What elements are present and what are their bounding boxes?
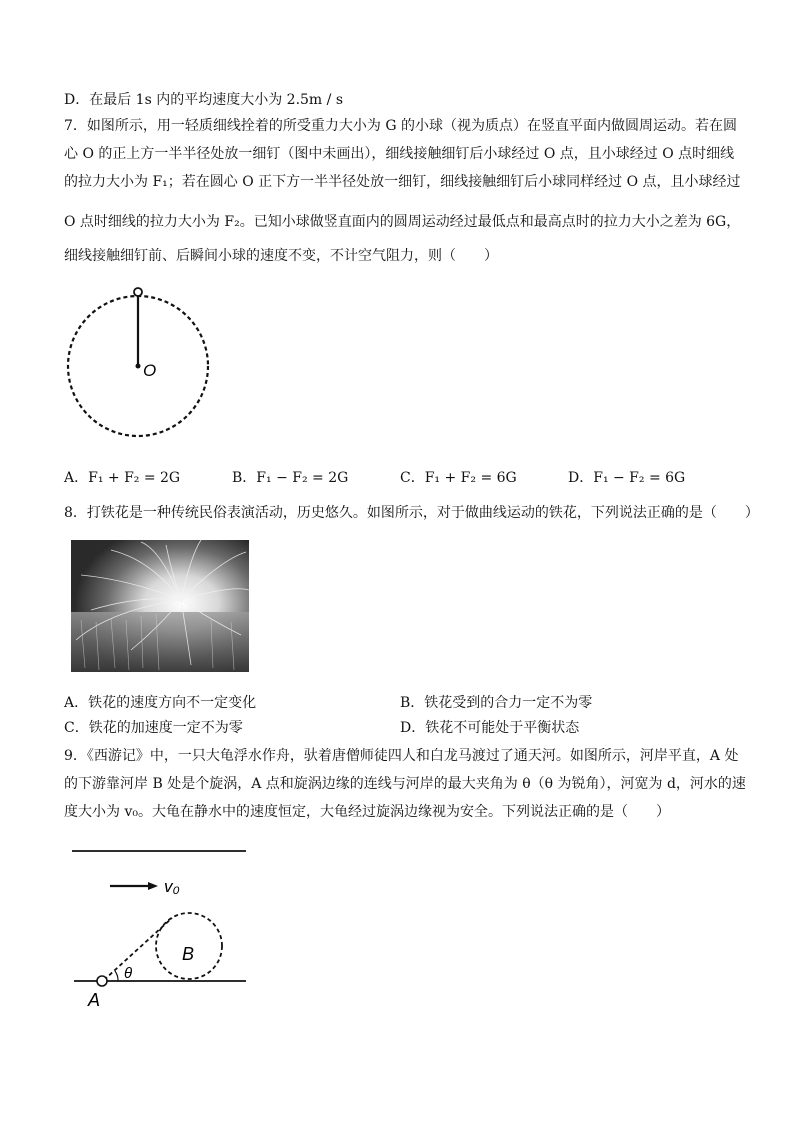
q8-option-a: A．铁花的速度方向不一定变化 (64, 695, 257, 711)
q8-line1: 8．打铁花是一种传统民俗表演活动，历史悠久。如图所示，对于做曲线运动的铁花，下列说法正确的是（ ） (64, 505, 759, 521)
ball (134, 288, 142, 296)
tangent-line (104, 918, 172, 980)
q7-option-a: A．F₁ + F₂ = 2G (64, 470, 181, 486)
label-v0: v₀ (164, 877, 180, 896)
q8-option-d: D．铁花不可能处于平衡状态 (400, 720, 580, 736)
center-point (136, 364, 141, 369)
q9-line3: 度大小为 v₀。大龟在静水中的速度恒定，大龟经过旋涡边缘视为安全。下列说法正确的是（ ） (64, 804, 670, 820)
q7-line3: 的拉力大小为 F₁；若在圆心 O 正下方一半半径处放一细钉，细线接触细钉后小球同样经过 O 点，且小球经过 (64, 174, 741, 190)
q8-option-b: B．铁花受到的合力一定不为零 (400, 695, 593, 711)
q7-line1: 7．如图所示，用一轻质细线拴着的所受重力大小为 G 的小球（视为质点）在竖直平面内做圆周运动。若在圆 (64, 118, 737, 134)
label-theta: θ (124, 965, 133, 982)
point-a (97, 976, 107, 986)
arrow-head-icon (148, 882, 158, 890)
q9-line2: 的下游靠河岸 B 处是个旋涡，A 点和旋涡边缘的连线与河岸的最大夹角为 θ（θ 为锐角），河宽为 d，河水的速 (64, 776, 746, 792)
q7-line4: O 点时细线的拉力大小为 F₂。已知小球做竖直面内的圆周运动经过最低点和最高点时的拉力大小之差为 6G， (64, 214, 741, 230)
circle-motion-figure (60, 280, 210, 450)
label-a: A (88, 990, 101, 1010)
q7-option-b: B．F₁ − F₂ = 2G (232, 470, 349, 486)
label-b: B (182, 944, 195, 964)
option-d-previous: D．在最后 1s 内的平均速度大小为 2.5m / s (64, 92, 344, 108)
label-o: O (143, 361, 157, 380)
q7-option-d: D．F₁ − F₂ = 6G (568, 470, 686, 486)
q7-line5: 细线接触细钉前、后瞬间小球的速度不变，不计空气阻力，则（ ） (64, 248, 498, 264)
angle-arc (115, 971, 118, 981)
river-vortex-figure (66, 840, 256, 1015)
q8-option-c: C．铁花的加速度一定不为零 (64, 720, 243, 736)
q7-option-c: C．F₁ + F₂ = 6G (400, 470, 517, 486)
iron-flower-photo (71, 540, 249, 672)
q9-line1: 9．《西游记》中，一只大龟浮水作舟，驮着唐僧师徒四人和白龙马渡过了通天河。如图所示，河岸平直，A 处 (64, 748, 739, 764)
q7-line2: 心 O 的正上方一半半径处放一细钉（图中未画出），细线接触细钉后小球经过 O 点，且小球经过 O 点时细线 (64, 146, 735, 162)
